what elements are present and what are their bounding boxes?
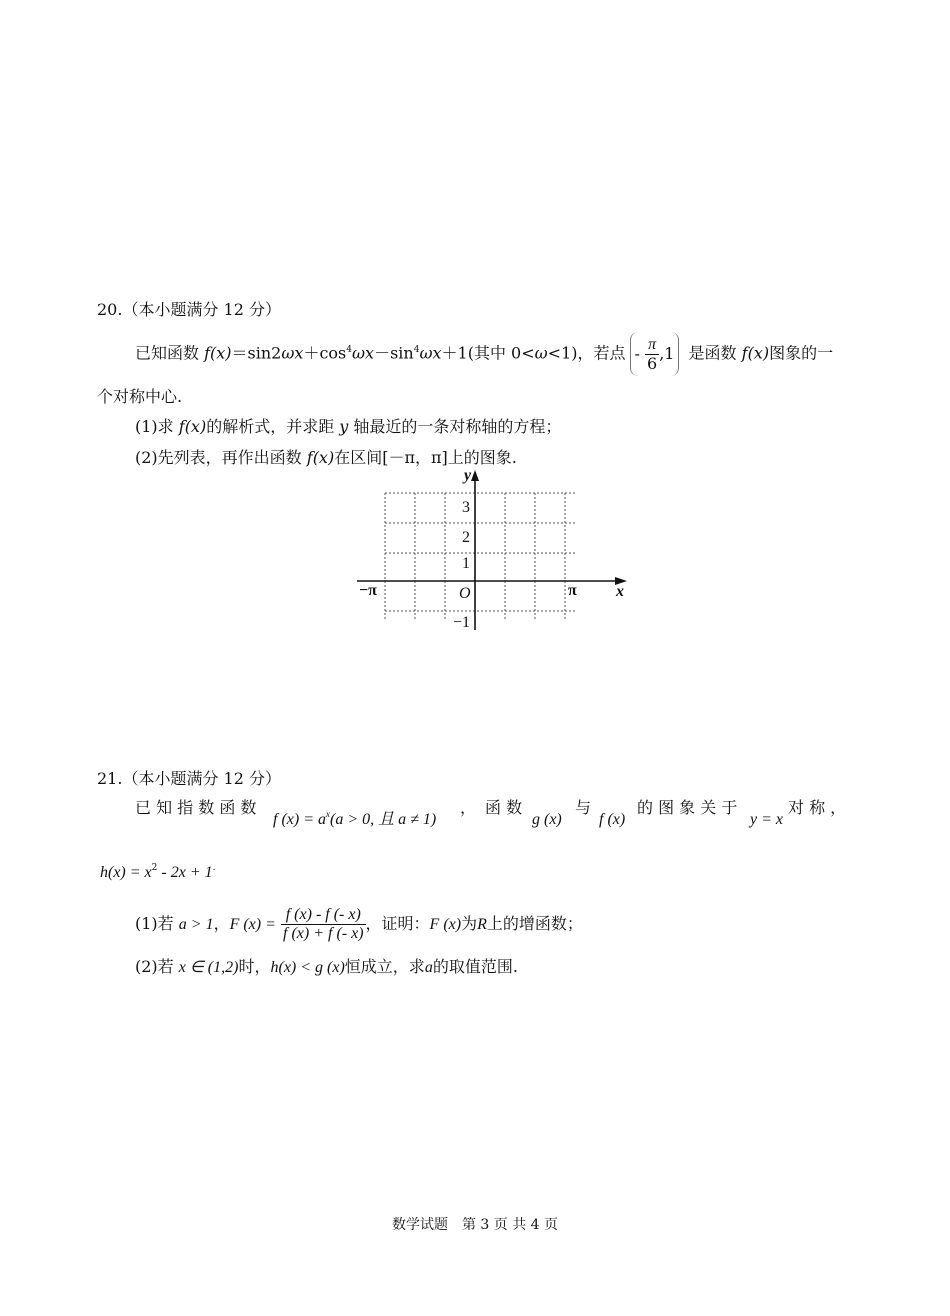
page-footer: 数学试题 第 3 页 共 4 页 bbox=[391, 1217, 559, 1233]
q20-part2: (2)先列表，再作出函数 f(x)在区间[－π，π]上的图象. bbox=[135, 448, 517, 467]
y-tick-1: 1 bbox=[462, 555, 470, 572]
x-tick-pi: π bbox=[568, 582, 577, 599]
q21-part2: (2)若 x ∈ (1,2)时，h(x) < g (x)恒成立，求a的取值范围. bbox=[135, 957, 518, 976]
y-tick-3: 3 bbox=[462, 499, 470, 516]
y-tick-neg1: −1 bbox=[453, 614, 471, 631]
q21-h-def: $h(x) = x^2 - 2x + 1^.$ bbox=[100, 863, 216, 881]
pi-over-6-fraction: $\frac{\pi}{6}$ bbox=[647, 336, 658, 373]
f-def: f $(x) = a^x(a > 0$, 且 a ≠ 1) bbox=[273, 809, 437, 828]
origin-label: O bbox=[459, 585, 471, 602]
q20-statement-line2: 个对称中心. bbox=[97, 387, 183, 406]
y-tick-2: 2 bbox=[462, 529, 470, 546]
q21-part1: (1)若 a > 1，F (x) = $\frac{f (x) - f (- x)}{f (x) + f (- x)}$ ，证明：F (x)为R上的增函数； bbox=[135, 906, 583, 942]
coordinate-grid bbox=[355, 467, 635, 637]
y-axis-arrow bbox=[471, 470, 479, 481]
x-axis-label: x bbox=[616, 583, 624, 600]
point-expression: - $\frac{\pi}{6}$ ,1 bbox=[630, 332, 680, 376]
x-tick-neg-pi: −π bbox=[359, 582, 377, 599]
F-fraction: $\frac{f (x) - f (- x)}{f (x) + f (- x)}$ bbox=[283, 906, 364, 942]
grid-lines bbox=[385, 493, 575, 619]
q20-statement: 已知函数 $f(x)=\sin 2\omega x+\cos^4\omega x-\sin^4\omega x+1$(其中 0<ω<1)，若点 - $\frac{\pi}{6}$ ,1 是函数 f(x)图象的一 bbox=[135, 332, 833, 377]
q21-header: 21.（本小题满分 12 分） bbox=[97, 769, 281, 788]
y-axis-label: y bbox=[464, 467, 472, 484]
q20-header: 20.（本小题满分 12 分） bbox=[97, 300, 281, 319]
q20-part1: (1)求 f(x)的解析式，并求距 y 轴最近的一条对称轴的方程； bbox=[135, 417, 562, 436]
